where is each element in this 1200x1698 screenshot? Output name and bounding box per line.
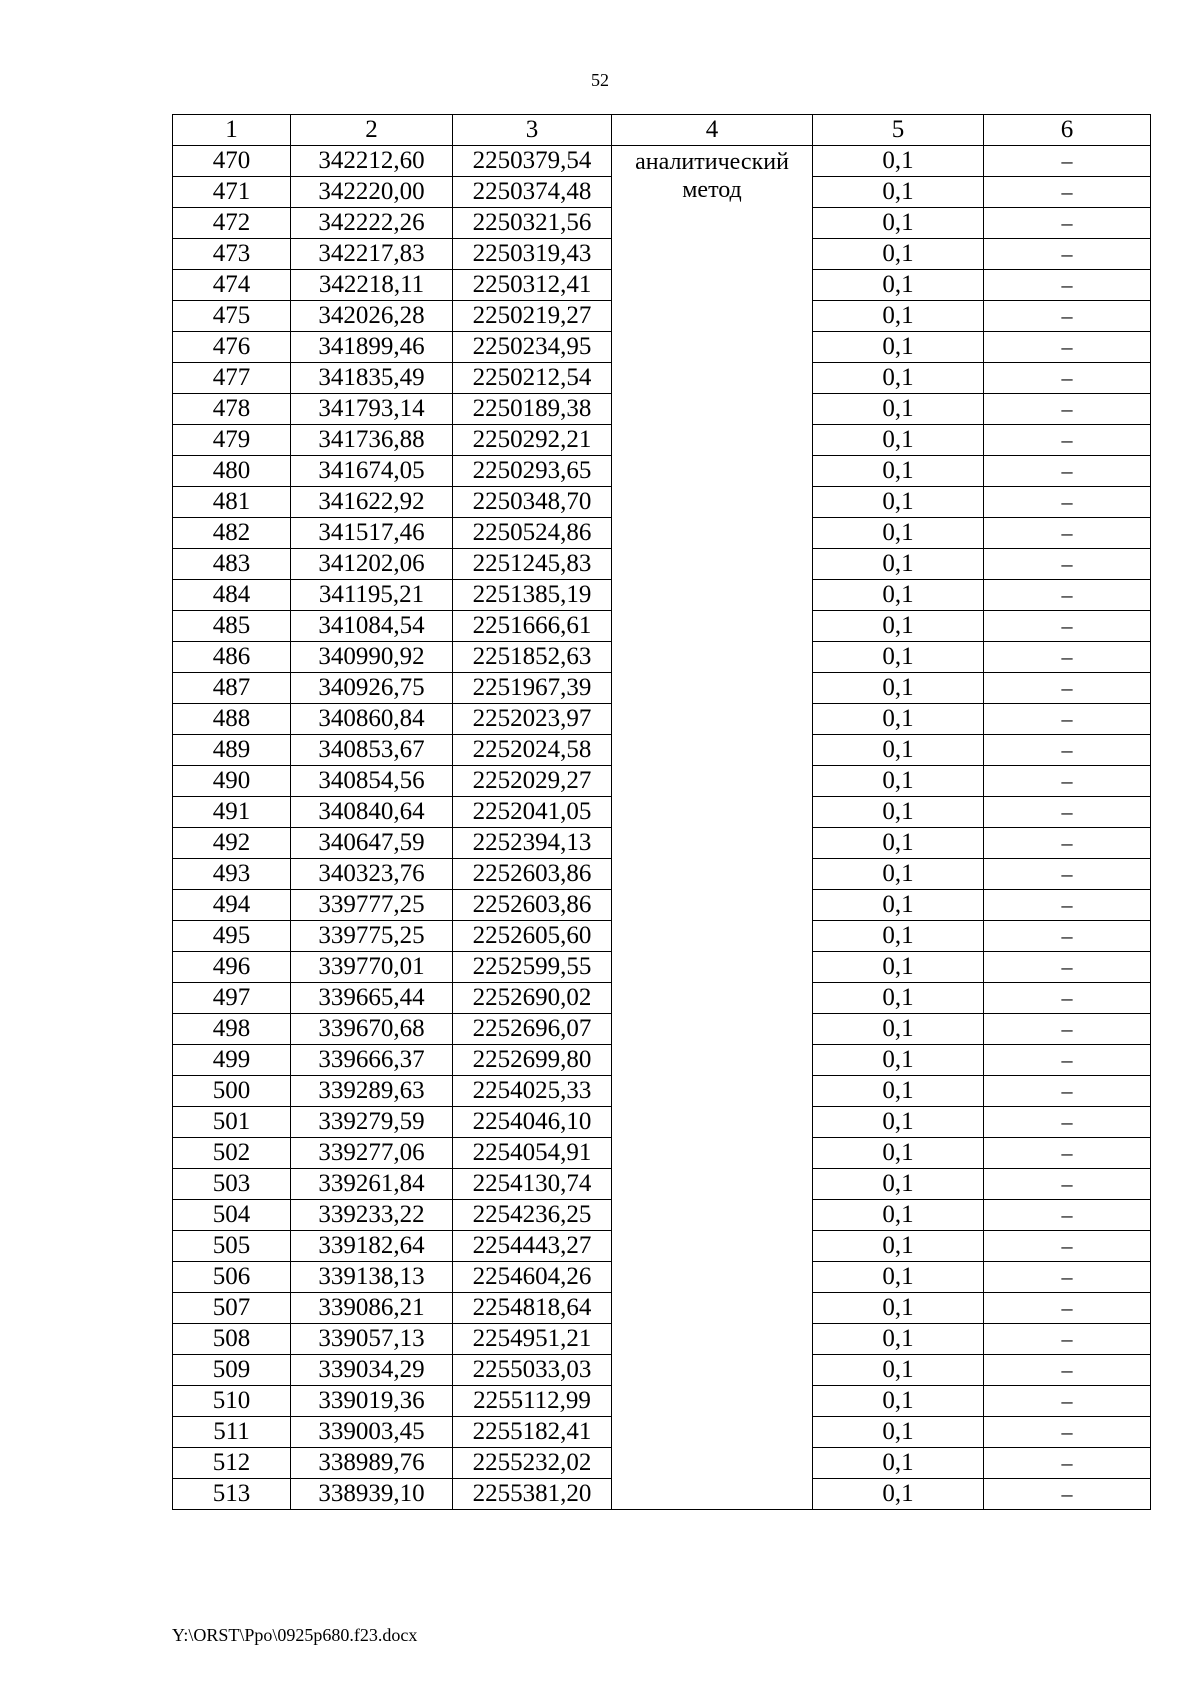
y-coordinate-cell: 2250379,54 <box>453 146 612 177</box>
y-coordinate-cell: 2250524,86 <box>453 518 612 549</box>
column-6-cell: – <box>984 1076 1151 1107</box>
accuracy-cell: 0,1 <box>813 1169 984 1200</box>
y-coordinate-cell: 2254130,74 <box>453 1169 612 1200</box>
accuracy-cell: 0,1 <box>813 1076 984 1107</box>
point-number-cell: 513 <box>173 1479 291 1510</box>
y-coordinate-cell: 2255112,99 <box>453 1386 612 1417</box>
x-coordinate-cell: 339665,44 <box>291 983 453 1014</box>
x-coordinate-cell: 341195,21 <box>291 580 453 611</box>
x-coordinate-cell: 340926,75 <box>291 673 453 704</box>
x-coordinate-cell: 341202,06 <box>291 549 453 580</box>
point-number-cell: 500 <box>173 1076 291 1107</box>
y-coordinate-cell: 2251385,19 <box>453 580 612 611</box>
accuracy-cell: 0,1 <box>813 363 984 394</box>
column-6-cell: – <box>984 518 1151 549</box>
point-number-cell: 506 <box>173 1262 291 1293</box>
y-coordinate-cell: 2252603,86 <box>453 859 612 890</box>
x-coordinate-cell: 340854,56 <box>291 766 453 797</box>
x-coordinate-cell: 339289,63 <box>291 1076 453 1107</box>
column-6-cell: – <box>984 921 1151 952</box>
footer-file-path: Y:\ORST\Ppo\0925p680.f23.docx <box>172 1625 418 1645</box>
y-coordinate-cell: 2250374,48 <box>453 177 612 208</box>
x-coordinate-cell: 339277,06 <box>291 1138 453 1169</box>
accuracy-cell: 0,1 <box>813 1138 984 1169</box>
point-number-cell: 474 <box>173 270 291 301</box>
column-6-cell: – <box>984 642 1151 673</box>
point-number-cell: 473 <box>173 239 291 270</box>
point-number-cell: 472 <box>173 208 291 239</box>
column-6-cell: – <box>984 363 1151 394</box>
x-coordinate-cell: 341899,46 <box>291 332 453 363</box>
table-row <box>173 146 1151 177</box>
point-number-cell: 479 <box>173 425 291 456</box>
x-coordinate-cell: 341674,05 <box>291 456 453 487</box>
x-coordinate-cell: 338989,76 <box>291 1448 453 1479</box>
column-6-cell: – <box>984 1231 1151 1262</box>
point-number-cell: 484 <box>173 580 291 611</box>
point-number-cell: 505 <box>173 1231 291 1262</box>
point-number-cell: 511 <box>173 1417 291 1448</box>
accuracy-cell: 0,1 <box>813 1045 984 1076</box>
y-coordinate-cell: 2250219,27 <box>453 301 612 332</box>
point-number-cell: 480 <box>173 456 291 487</box>
accuracy-cell: 0,1 <box>813 1417 984 1448</box>
column-6-cell: – <box>984 859 1151 890</box>
x-coordinate-cell: 342026,28 <box>291 301 453 332</box>
point-number-cell: 482 <box>173 518 291 549</box>
accuracy-cell: 0,1 <box>813 487 984 518</box>
y-coordinate-cell: 2251666,61 <box>453 611 612 642</box>
point-number-cell: 486 <box>173 642 291 673</box>
point-number-cell: 488 <box>173 704 291 735</box>
x-coordinate-cell: 339261,84 <box>291 1169 453 1200</box>
x-coordinate-cell: 340323,76 <box>291 859 453 890</box>
accuracy-cell: 0,1 <box>813 859 984 890</box>
point-number-cell: 503 <box>173 1169 291 1200</box>
y-coordinate-cell: 2254951,21 <box>453 1324 612 1355</box>
x-coordinate-cell: 340647,59 <box>291 828 453 859</box>
x-coordinate-cell: 340853,67 <box>291 735 453 766</box>
column-6-cell: – <box>984 580 1151 611</box>
y-coordinate-cell: 2250212,54 <box>453 363 612 394</box>
y-coordinate-cell: 2255381,20 <box>453 1479 612 1510</box>
column-6-cell: – <box>984 1324 1151 1355</box>
point-number-cell: 504 <box>173 1200 291 1231</box>
column-6-cell: – <box>984 394 1151 425</box>
accuracy-cell: 0,1 <box>813 270 984 301</box>
y-coordinate-cell: 2252023,97 <box>453 704 612 735</box>
column-header-6: 6 <box>984 115 1151 146</box>
x-coordinate-cell: 339670,68 <box>291 1014 453 1045</box>
x-coordinate-cell: 339034,29 <box>291 1355 453 1386</box>
point-number-cell: 507 <box>173 1293 291 1324</box>
accuracy-cell: 0,1 <box>813 549 984 580</box>
column-6-cell: – <box>984 890 1151 921</box>
y-coordinate-cell: 2251852,63 <box>453 642 612 673</box>
accuracy-cell: 0,1 <box>813 1293 984 1324</box>
point-number-cell: 477 <box>173 363 291 394</box>
column-6-cell: – <box>984 735 1151 766</box>
point-number-cell: 509 <box>173 1355 291 1386</box>
x-coordinate-cell: 339182,64 <box>291 1231 453 1262</box>
column-6-cell: – <box>984 1014 1151 1045</box>
y-coordinate-cell: 2252699,80 <box>453 1045 612 1076</box>
x-coordinate-cell: 340990,92 <box>291 642 453 673</box>
accuracy-cell: 0,1 <box>813 1386 984 1417</box>
x-coordinate-cell: 340840,64 <box>291 797 453 828</box>
accuracy-cell: 0,1 <box>813 425 984 456</box>
column-6-cell: – <box>984 1107 1151 1138</box>
accuracy-cell: 0,1 <box>813 1231 984 1262</box>
point-number-cell: 492 <box>173 828 291 859</box>
point-number-cell: 502 <box>173 1138 291 1169</box>
y-coordinate-cell: 2250234,95 <box>453 332 612 363</box>
accuracy-cell: 0,1 <box>813 1479 984 1510</box>
x-coordinate-cell: 339777,25 <box>291 890 453 921</box>
column-6-cell: – <box>984 239 1151 270</box>
column-6-cell: – <box>984 1417 1151 1448</box>
y-coordinate-cell: 2251967,39 <box>453 673 612 704</box>
y-coordinate-cell: 2252394,13 <box>453 828 612 859</box>
point-number-cell: 471 <box>173 177 291 208</box>
y-coordinate-cell: 2254443,27 <box>453 1231 612 1262</box>
point-number-cell: 490 <box>173 766 291 797</box>
accuracy-cell: 0,1 <box>813 673 984 704</box>
point-number-cell: 510 <box>173 1386 291 1417</box>
accuracy-cell: 0,1 <box>813 146 984 177</box>
y-coordinate-cell: 2250319,43 <box>453 239 612 270</box>
point-number-cell: 495 <box>173 921 291 952</box>
x-coordinate-cell: 341835,49 <box>291 363 453 394</box>
point-number-cell: 478 <box>173 394 291 425</box>
coordinates-table <box>172 114 1151 1510</box>
column-6-cell: – <box>984 828 1151 859</box>
column-6-cell: – <box>984 1355 1151 1386</box>
y-coordinate-cell: 2255182,41 <box>453 1417 612 1448</box>
x-coordinate-cell: 339057,13 <box>291 1324 453 1355</box>
x-coordinate-cell: 342217,83 <box>291 239 453 270</box>
point-number-cell: 483 <box>173 549 291 580</box>
point-number-cell: 470 <box>173 146 291 177</box>
y-coordinate-cell: 2250321,56 <box>453 208 612 239</box>
column-6-cell: – <box>984 1169 1151 1200</box>
accuracy-cell: 0,1 <box>813 1200 984 1231</box>
y-coordinate-cell: 2254604,26 <box>453 1262 612 1293</box>
x-coordinate-cell: 342222,26 <box>291 208 453 239</box>
x-coordinate-cell: 340860,84 <box>291 704 453 735</box>
y-coordinate-cell: 2252024,58 <box>453 735 612 766</box>
column-6-cell: – <box>984 766 1151 797</box>
y-coordinate-cell: 2250312,41 <box>453 270 612 301</box>
column-6-cell: – <box>984 487 1151 518</box>
accuracy-cell: 0,1 <box>813 1355 984 1386</box>
accuracy-cell: 0,1 <box>813 828 984 859</box>
y-coordinate-cell: 2255232,02 <box>453 1448 612 1479</box>
column-6-cell: – <box>984 270 1151 301</box>
y-coordinate-cell: 2254046,10 <box>453 1107 612 1138</box>
column-6-cell: – <box>984 549 1151 580</box>
column-6-cell: – <box>984 1138 1151 1169</box>
table-header-row <box>173 115 1151 146</box>
column-6-cell: – <box>984 983 1151 1014</box>
accuracy-cell: 0,1 <box>813 1107 984 1138</box>
x-coordinate-cell: 339279,59 <box>291 1107 453 1138</box>
column-6-cell: – <box>984 177 1151 208</box>
y-coordinate-cell: 2250348,70 <box>453 487 612 518</box>
column-6-cell: – <box>984 673 1151 704</box>
x-coordinate-cell: 339138,13 <box>291 1262 453 1293</box>
table-body <box>173 146 1151 1510</box>
point-number-cell: 493 <box>173 859 291 890</box>
accuracy-cell: 0,1 <box>813 766 984 797</box>
accuracy-cell: 0,1 <box>813 239 984 270</box>
x-coordinate-cell: 342220,00 <box>291 177 453 208</box>
accuracy-cell: 0,1 <box>813 611 984 642</box>
x-coordinate-cell: 342212,60 <box>291 146 453 177</box>
column-6-cell: – <box>984 1262 1151 1293</box>
point-number-cell: 491 <box>173 797 291 828</box>
accuracy-cell: 0,1 <box>813 797 984 828</box>
x-coordinate-cell: 339775,25 <box>291 921 453 952</box>
column-6-cell: – <box>984 952 1151 983</box>
column-6-cell: – <box>984 425 1151 456</box>
accuracy-cell: 0,1 <box>813 642 984 673</box>
accuracy-cell: 0,1 <box>813 921 984 952</box>
point-number-cell: 481 <box>173 487 291 518</box>
column-6-cell: – <box>984 146 1151 177</box>
page-number: 52 <box>591 70 609 90</box>
x-coordinate-cell: 339233,22 <box>291 1200 453 1231</box>
point-number-cell: 487 <box>173 673 291 704</box>
column-6-cell: – <box>984 301 1151 332</box>
y-coordinate-cell: 2251245,83 <box>453 549 612 580</box>
x-coordinate-cell: 339770,01 <box>291 952 453 983</box>
accuracy-cell: 0,1 <box>813 580 984 611</box>
accuracy-cell: 0,1 <box>813 1014 984 1045</box>
point-number-cell: 494 <box>173 890 291 921</box>
x-coordinate-cell: 339666,37 <box>291 1045 453 1076</box>
accuracy-cell: 0,1 <box>813 518 984 549</box>
point-number-cell: 512 <box>173 1448 291 1479</box>
y-coordinate-cell: 2252029,27 <box>453 766 612 797</box>
point-number-cell: 496 <box>173 952 291 983</box>
accuracy-cell: 0,1 <box>813 735 984 766</box>
column-6-cell: – <box>984 332 1151 363</box>
y-coordinate-cell: 2252690,02 <box>453 983 612 1014</box>
x-coordinate-cell: 342218,11 <box>291 270 453 301</box>
accuracy-cell: 0,1 <box>813 394 984 425</box>
accuracy-cell: 0,1 <box>813 704 984 735</box>
x-coordinate-cell: 339003,45 <box>291 1417 453 1448</box>
column-header-1: 1 <box>173 115 291 146</box>
accuracy-cell: 0,1 <box>813 952 984 983</box>
column-6-cell: – <box>984 797 1151 828</box>
y-coordinate-cell: 2254818,64 <box>453 1293 612 1324</box>
accuracy-cell: 0,1 <box>813 983 984 1014</box>
point-number-cell: 485 <box>173 611 291 642</box>
point-number-cell: 476 <box>173 332 291 363</box>
y-coordinate-cell: 2252041,05 <box>453 797 612 828</box>
accuracy-cell: 0,1 <box>813 301 984 332</box>
column-6-cell: – <box>984 1293 1151 1324</box>
column-header-5: 5 <box>813 115 984 146</box>
accuracy-cell: 0,1 <box>813 890 984 921</box>
point-number-cell: 501 <box>173 1107 291 1138</box>
column-6-cell: – <box>984 704 1151 735</box>
column-6-cell: – <box>984 1045 1151 1076</box>
y-coordinate-cell: 2250292,21 <box>453 425 612 456</box>
x-coordinate-cell: 338939,10 <box>291 1479 453 1510</box>
y-coordinate-cell: 2252603,86 <box>453 890 612 921</box>
y-coordinate-cell: 2254236,25 <box>453 1200 612 1231</box>
column-header-2: 2 <box>291 115 453 146</box>
accuracy-cell: 0,1 <box>813 208 984 239</box>
y-coordinate-cell: 2254025,33 <box>453 1076 612 1107</box>
y-coordinate-cell: 2250189,38 <box>453 394 612 425</box>
point-number-cell: 475 <box>173 301 291 332</box>
column-6-cell: – <box>984 1479 1151 1510</box>
x-coordinate-cell: 339086,21 <box>291 1293 453 1324</box>
method-cell: аналитический метод <box>612 146 813 1510</box>
y-coordinate-cell: 2250293,65 <box>453 456 612 487</box>
y-coordinate-cell: 2255033,03 <box>453 1355 612 1386</box>
column-6-cell: – <box>984 611 1151 642</box>
y-coordinate-cell: 2254054,91 <box>453 1138 612 1169</box>
column-6-cell: – <box>984 208 1151 239</box>
x-coordinate-cell: 341517,46 <box>291 518 453 549</box>
accuracy-cell: 0,1 <box>813 1262 984 1293</box>
column-6-cell: – <box>984 456 1151 487</box>
point-number-cell: 498 <box>173 1014 291 1045</box>
point-number-cell: 499 <box>173 1045 291 1076</box>
x-coordinate-cell: 341736,88 <box>291 425 453 456</box>
y-coordinate-cell: 2252605,60 <box>453 921 612 952</box>
accuracy-cell: 0,1 <box>813 1324 984 1355</box>
accuracy-cell: 0,1 <box>813 456 984 487</box>
column-6-cell: – <box>984 1200 1151 1231</box>
y-coordinate-cell: 2252599,55 <box>453 952 612 983</box>
column-6-cell: – <box>984 1386 1151 1417</box>
x-coordinate-cell: 339019,36 <box>291 1386 453 1417</box>
x-coordinate-cell: 341793,14 <box>291 394 453 425</box>
point-number-cell: 489 <box>173 735 291 766</box>
point-number-cell: 508 <box>173 1324 291 1355</box>
point-number-cell: 497 <box>173 983 291 1014</box>
column-header-4: 4 <box>612 115 813 146</box>
column-header-3: 3 <box>453 115 612 146</box>
accuracy-cell: 0,1 <box>813 177 984 208</box>
x-coordinate-cell: 341084,54 <box>291 611 453 642</box>
column-6-cell: – <box>984 1448 1151 1479</box>
accuracy-cell: 0,1 <box>813 332 984 363</box>
y-coordinate-cell: 2252696,07 <box>453 1014 612 1045</box>
accuracy-cell: 0,1 <box>813 1448 984 1479</box>
x-coordinate-cell: 341622,92 <box>291 487 453 518</box>
